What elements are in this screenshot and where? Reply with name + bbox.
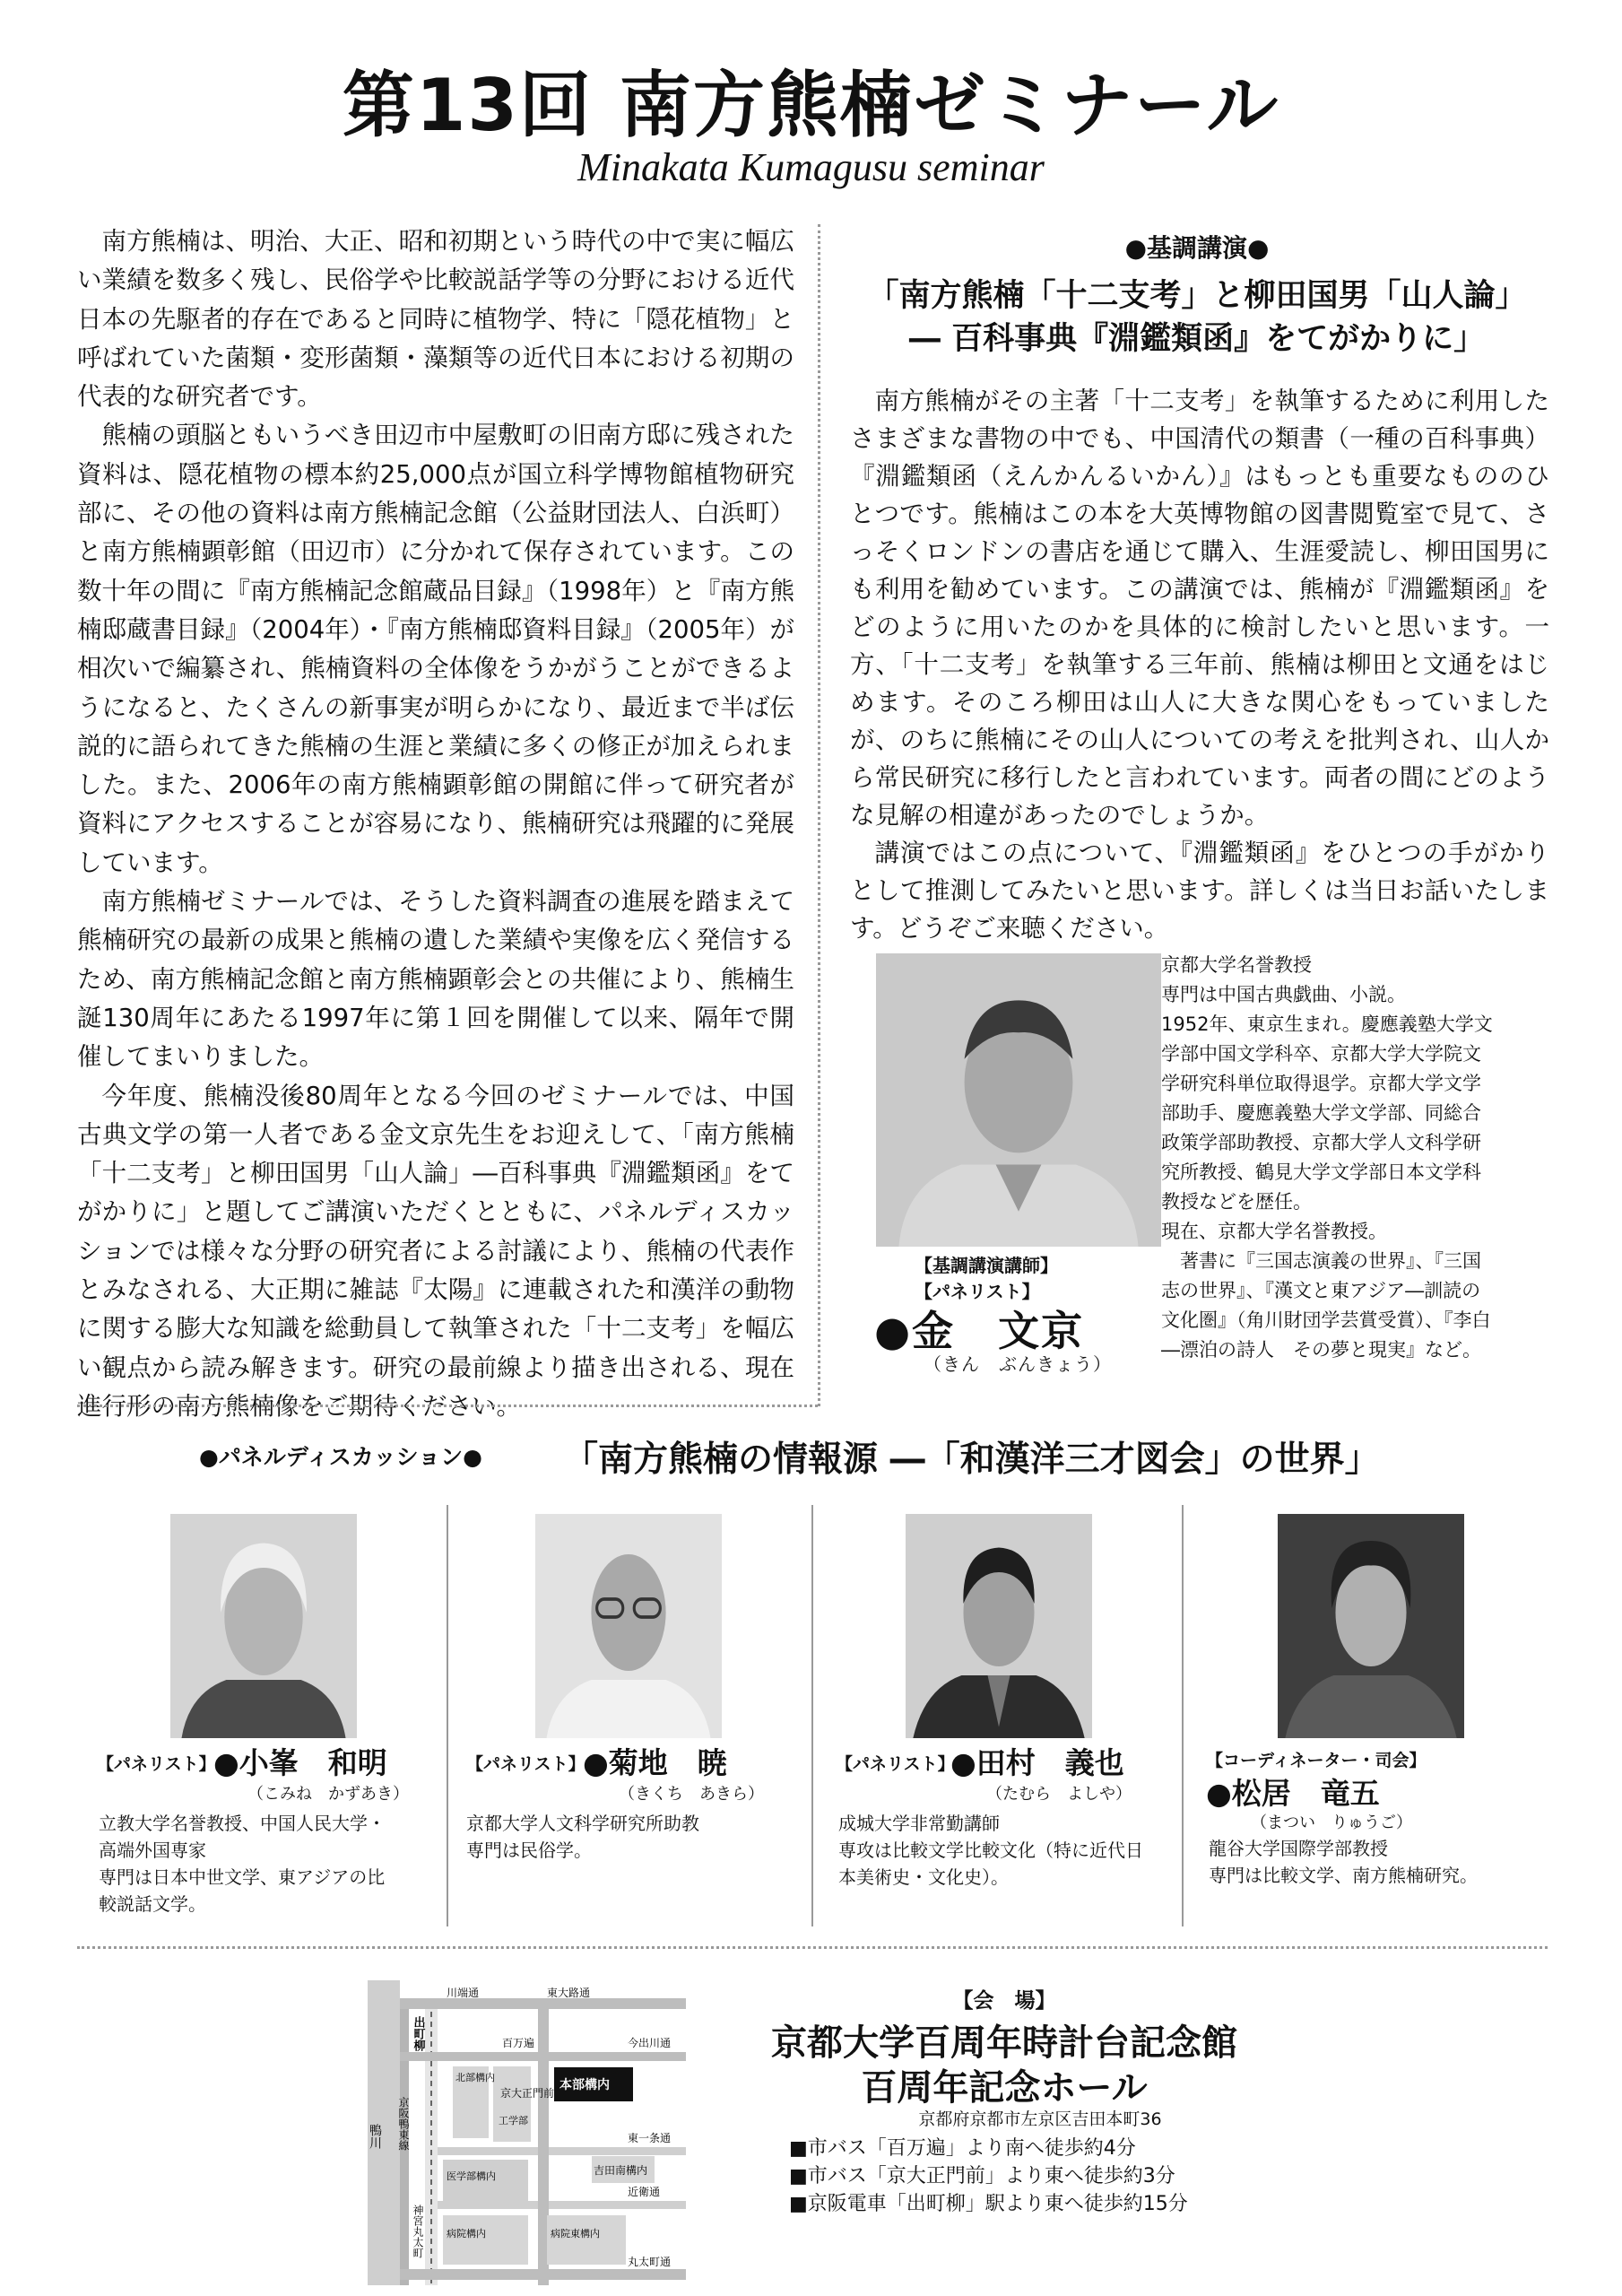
access-item: ■市バス「百万遍」より南へ徒歩約4分 (789, 2137, 1136, 2160)
venue-address: 京都府京都市左京区吉田本町36 (918, 2109, 1162, 2129)
bio-line: 立教大学名誉教授、中国人民大学・ (99, 1813, 386, 1834)
map-label: 北部構内 (455, 2072, 495, 2083)
panel-divider (1182, 1505, 1184, 1926)
bio-line: 専門は比較文学、南方熊楠研究。 (1209, 1865, 1478, 1886)
access-list (789, 2135, 1188, 2218)
panelist-role: 【パネリスト】 (97, 1754, 216, 1774)
map-label: 神宮丸太町 (412, 2205, 424, 2258)
panelist-bio (838, 1810, 1143, 1891)
keynote-title-line1: 「南方熊楠「十二支考」と柳田国男「山人論」 (867, 278, 1527, 314)
panelist-bio (466, 1810, 699, 1864)
bio-line: 著書に『三国志演義の世界』、『三国 (1161, 1250, 1481, 1272)
intro-paragraph: 南方熊楠ゼミナールでは、そうした資料調査の進展を踏まえて熊楠研究の最新の成果と熊楠の遺した業績や実像を広く発信するため、南方熊楠記念館と南方熊楠顕彰会との共催により、熊楠生誕130周年にあたる1997年に第１回を開催して以来、隔年で開催してまいりました。 (77, 887, 794, 1072)
bio-line: 1952年、東京生まれ。慶應義塾大学文 (1161, 1013, 1493, 1035)
bio-line: 政策学部助教授、京都大学人文科学研 (1161, 1132, 1481, 1153)
venue-hall: 百周年記念ホール (861, 2067, 1148, 2109)
panel-divider (811, 1505, 813, 1926)
keynote-speaker-name: ●金 文京 (874, 1307, 1085, 1355)
bio-line: 専門は日本中世文学、東アジアの比 (99, 1866, 386, 1888)
map-label: 出町柳 (411, 2016, 425, 2051)
intro-text (77, 222, 794, 1426)
intro-paragraph: 今年度、熊楠没後80周年となる今回のゼミナールでは、中国古典文学の第一人者である金文京先生をお迎えして、「南方熊楠「十二支考」と柳田国男「山人論」―百科事典『淵鑑類函』をてがかりに」と題してご講演いただくとともに、パネルディスカッションでは様々な分野の研究者による討議により、熊楠の代表作とみなされる、大正期に雑誌『太陽』に連載された和漢洋の動物に関する膨大な知識を総動員して執筆された「十二支考」を幅広い観点から読み解きます。研究の最前線より描き出される、現在進行形の南方熊楠像をご期待ください。 (77, 1081, 794, 1421)
panelist-bio (1209, 1835, 1478, 1889)
panelist-kana: （きくち あきら） (619, 1785, 764, 1804)
column-divider (818, 224, 820, 1406)
map-label: 京阪鴨東線 (397, 2097, 410, 2151)
bio-line: 京都大学人文科学研究所助教 (466, 1813, 699, 1834)
map-label: 百万遍 (502, 2037, 535, 2049)
map-label: 東大路通 (547, 1987, 591, 1999)
keynote-speaker-kana: （きん ぶんきょう） (924, 1353, 1112, 1375)
bio-line: 本美術史・文化史）。 (838, 1866, 1009, 1888)
access-item: ■市バス「京大正門前」より東へ徒歩約3分 (789, 2165, 1175, 2187)
map-label: 工学部 (499, 2115, 528, 2126)
bio-line: 文化圏』（角川財団学芸賞受賞）、『李白 (1161, 1309, 1491, 1331)
keynote-title-line2: ― 百科事典『淵鑑類函』をてがかりに」 (908, 321, 1486, 357)
page-subtitle: Minakata Kumagusu seminar (577, 145, 1045, 189)
panelist-kana: （まつい りゅうご） (1251, 1813, 1412, 1832)
portrait-image (170, 1514, 357, 1738)
portrait-image (535, 1514, 722, 1738)
intro-paragraph: 熊楠の頭脳ともいうべき田辺市中屋敷町の旧南方邸に残された資料は、隠花植物の標本約25,000点が国立科学博物館植物研究部に、その他の資料は南方熊楠記念館（公益財団法人、白浜町）と南方熊楠顕彰館（田辺市）に分かれて保存されています。この数十年の間に『南方熊楠記念館蔵品目録』（1998年）と『南方熊楠邸蔵書目録』（2004年）・『南方熊楠邸資料目録』（2005年）が相次いで編纂され、熊楠資料の全体像をうかがうことができるようになると、たくさんの新事実が明らかになり、最近まで半ば伝説的に語られてきた熊楠の生涯と業績に多くの修正が加えられました。また、2006年の南方熊楠顕彰館の開館に伴って研究者が資料にアクセスすることが容易になり、熊楠研究は飛躍的に発展しています。 (77, 421, 794, 877)
venue-divider (77, 1946, 1548, 1949)
panelist-role: 【コーディネーター・司会】 (1206, 1751, 1427, 1770)
panelist-name: ●小峯 和明 (213, 1745, 387, 1780)
bio-line: 成城大学非常勤講師 (838, 1813, 1000, 1834)
bio-line: 較説話文学。 (99, 1893, 206, 1915)
panelist-photo (1278, 1514, 1464, 1738)
page-title: 第13回 南方熊楠ゼミナール (342, 64, 1280, 147)
panelist-kana: （たむら よしや） (986, 1785, 1132, 1804)
map-label: 東一条通 (628, 2132, 672, 2144)
panelist-photo (170, 1514, 357, 1738)
portrait-image (876, 953, 1161, 1247)
map-label: 鴨川 (368, 2124, 382, 2149)
keynote-paragraph: 講演ではこの点について、『淵鑑類函』をひとつの手がかりとして推測してみたいと思います。詳しくは当日お話いたします。どうぞご来聴ください。 (850, 839, 1549, 943)
map-label: 川端通 (447, 1987, 480, 1999)
bio-line: 志の世界』、『漢文と東アジア―訓読の (1161, 1280, 1481, 1301)
map-label: 医学部構内 (447, 2170, 496, 2182)
panelist-bio (99, 1810, 386, 1918)
intro-paragraph: 南方熊楠は、明治、大正、昭和初期という時代の中で実に幅広い業績を数多く残し、民俗学や比較説話学等の分野における近代日本の先駆者的存在であると同時に植物学、特に「隠花植物」と呼ばれていた菌類・変形菌類・藻類等の近代日本における初期の代表的な研究者です。 (77, 227, 794, 412)
bio-line: ―漂泊の詩人 その夢と現実』など。 (1161, 1339, 1481, 1361)
keynote-speaker-photo (876, 953, 1161, 1247)
map-label: 病院東構内 (551, 2228, 600, 2239)
bio-line: 学部中国文学科卒、京都大学大学院文 (1161, 1043, 1481, 1065)
access-item: ■京阪電車「出町柳」駅より東へ徒歩約15分 (789, 2193, 1188, 2215)
panelist-photo (535, 1514, 722, 1738)
panelist-name: ●松居 竜五 (1206, 1776, 1380, 1811)
keynote-text (850, 382, 1549, 947)
panelist-role: 【パネリスト】 (466, 1754, 585, 1774)
bio-line: 龍谷大学国際学部教授 (1209, 1838, 1388, 1859)
panelist-name: ●菊地 暁 (583, 1745, 727, 1780)
bio-line: 高端外国専家 (99, 1839, 206, 1861)
portrait-image (906, 1514, 1092, 1738)
bio-line: 現在、京都大学名誉教授。 (1161, 1221, 1387, 1242)
venue-map (368, 1980, 686, 2285)
bio-line: 究所教授、鶴見大学文学部日本文学科 (1161, 1161, 1481, 1183)
panel-divider (447, 1505, 448, 1926)
panel-title: 「南方熊楠の情報源 ―「和漢洋三才図会」の世界」 (563, 1439, 1380, 1480)
panelist-name: ●田村 義也 (950, 1745, 1124, 1780)
panel-label: ●パネルディスカッション● (199, 1444, 482, 1470)
keynote-heading: ●基調講演● (1124, 233, 1270, 263)
map-label: 丸太町通 (628, 2256, 672, 2268)
bio-line: 京都大学名誉教授 (1161, 954, 1312, 976)
panelist-photo (906, 1514, 1092, 1738)
map-label: 京大正門前 (500, 2087, 555, 2100)
intro-bottom-divider (77, 1405, 818, 1407)
bio-line: 部助手、慶應義塾大学文学部、同総合 (1161, 1102, 1481, 1124)
bio-line: 教授などを歴任。 (1161, 1191, 1312, 1213)
venue-name: 京都大学百周年時計台記念館 (771, 2022, 1237, 2064)
bio-line: 学研究科単位取得退学。京都大学文学 (1161, 1073, 1481, 1094)
map-label: 近衛通 (628, 2186, 661, 2198)
bio-line: 専攻は比較文学比較文化（特に近代日 (838, 1839, 1143, 1861)
keynote-speaker-role: 【基調講演講師】 (915, 1255, 1058, 1276)
panelist-kana: （こみね かずあき） (247, 1785, 409, 1804)
keynote-speaker-bio (1161, 951, 1556, 1365)
map-label: 病院構内 (447, 2228, 486, 2239)
panelist-role: 【パネリスト】 (836, 1754, 955, 1774)
map-label: 本部構内 (559, 2078, 610, 2092)
bio-line: 専門は民俗学。 (466, 1839, 592, 1861)
map-label: 今出川通 (628, 2037, 672, 2049)
map-label: 吉田南構内 (594, 2164, 648, 2177)
keynote-speaker-role: 【パネリスト】 (915, 1281, 1040, 1302)
bio-line: 専門は中国古典戯曲、小説。 (1161, 984, 1406, 1005)
venue-heading: 【会 場】 (952, 1989, 1056, 2013)
keynote-paragraph: 南方熊楠がその主著「十二支考」を執筆するために利用したさまざまな書物の中でも、中国清代の類書（一種の百科事典）『淵鑑類函（えんかんるいかん）』はもっとも重要なもののひとつです。熊楠はこの本を大英博物館の図書閲覧室で見て、さっそくロンドンの書店を通じて購入、生涯愛読し、柳田国男にも利用を勧めています。この講演では、熊楠が『淵鑑類函』をどのように用いたのかを具体的に検討したいと思います。一方、「十二支考」を執筆する三年前、熊楠は柳田と文通をはじめます。そのころ柳田は山人に大きな関心をもっていましたが、のちに熊楠にその山人についての考えを批判され、山人から常民研究に移行したと言われています。両者の間にどのような見解の相違があったのでしょうか。 (850, 387, 1549, 830)
portrait-image (1278, 1514, 1464, 1738)
